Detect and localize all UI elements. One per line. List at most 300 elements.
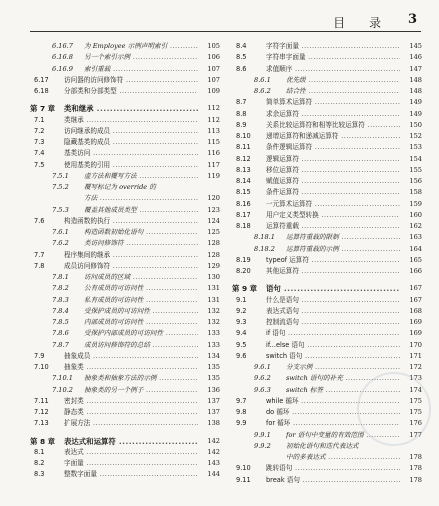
entry-page-number: 173 (407, 373, 422, 384)
entry-page-number: 120 (205, 193, 220, 204)
toc-entry[interactable] (30, 385, 220, 396)
entry-page-number: 146 (407, 52, 422, 63)
toc-entry[interactable] (30, 261, 220, 272)
toc-entry[interactable] (30, 283, 220, 294)
entry-title: 运算符重载 ..... (266, 221, 400, 232)
entry-title: 另一个索引示例 ..... (84, 52, 198, 63)
entry-number: 9.2 (236, 306, 247, 315)
entry-page-number: 142 (205, 447, 220, 458)
entry-page-number: 125 (205, 227, 220, 238)
entry-number: 7.8.7 (52, 340, 69, 349)
entry-page-number: 116 (205, 148, 220, 159)
entry-title: 条件逻辑运算符 ..... (266, 142, 400, 153)
entry-page-number: 159 (407, 199, 422, 210)
toc-entry[interactable] (232, 97, 422, 108)
entry-page-number: 128 (205, 250, 220, 261)
entry-number: 9.6 (236, 351, 247, 360)
entry-number: 7.9 (34, 351, 45, 360)
entry-number: 8.12 (236, 154, 251, 163)
entry-page-number: 143 (205, 458, 220, 469)
entry-number: 6.16.7 (52, 42, 73, 50)
entry-title: 虚方法和覆写方法 ..... (84, 171, 198, 182)
entry-page-number: 163 (407, 232, 422, 243)
toc-entry[interactable] (232, 154, 422, 165)
entry-number: 8.4 (236, 42, 247, 50)
entry-page-number: 145 (407, 41, 422, 52)
entry-number: 8.17 (236, 210, 251, 219)
toc-entry[interactable] (232, 187, 422, 198)
toc-entry[interactable] (30, 458, 220, 469)
entry-page-number: 156 (407, 176, 422, 187)
entry-page-number: 167 (407, 283, 422, 294)
entry-page-number: 172 (407, 362, 422, 373)
toc-entry[interactable] (30, 418, 220, 429)
entry-page-number: 129 (205, 261, 220, 272)
entry-page-number: 176 (407, 418, 422, 429)
entry-page-number: 130 (205, 272, 220, 283)
entry-title: 条件运算符 ..... (266, 187, 400, 198)
toc-entry[interactable] (232, 86, 422, 97)
entry-number: 7.3 (34, 138, 45, 146)
entry-number: 9.9.1 (254, 430, 271, 439)
entry-number: 7.12 (34, 408, 49, 416)
entry-title: 使用基类的引用 ..... (64, 160, 198, 171)
entry-page-number: 164 (407, 244, 422, 255)
page-number: 3 (407, 12, 417, 27)
entry-title: 表达式语句 ..... (266, 306, 400, 317)
toc-entry[interactable] (30, 396, 220, 407)
entry-number: 8.3 (34, 470, 45, 479)
entry-page-number: 128 (205, 238, 220, 249)
toc-entry[interactable] (30, 75, 220, 86)
entry-title: 扩展方法 ..... (64, 418, 198, 429)
entry-page-number: 160 (407, 210, 422, 221)
entry-page-number: 165 (407, 255, 422, 266)
entry-number: 7.8.4 (52, 306, 69, 315)
entry-page-number: 107 (205, 75, 220, 86)
entry-title: 访问成员的区域 ..... (84, 272, 198, 283)
entry-number: 8.6 (236, 64, 247, 73)
entry-number: 8.5 (236, 53, 247, 62)
entry-title: 简单算术运算符 ..... (266, 97, 400, 108)
entry-number: 8.11 (236, 143, 251, 152)
entry-page-number: 148 (407, 75, 422, 86)
entry-title: 构造函数的执行 ..... (64, 216, 198, 227)
toc-entry[interactable] (232, 142, 422, 153)
entry-title: 优先级 ..... (286, 75, 400, 86)
toc-entry[interactable] (232, 295, 422, 306)
entry-number: 6.16.9 (52, 64, 73, 73)
entry-title: 内部成员的可访问性 ..... (84, 317, 198, 328)
toc-entry[interactable] (232, 317, 422, 328)
entry-number: 9.6.3 (254, 385, 271, 394)
entry-title: 递增运算符和递减运算符 ..... (266, 131, 400, 142)
toc-entry[interactable] (30, 227, 220, 238)
entry-title: typeof 运算符 ..... (266, 255, 400, 266)
entry-number: 8.20 (236, 267, 251, 275)
entry-number: 第 7 章 (30, 104, 56, 114)
entry-page-number: 132 (205, 306, 220, 317)
toc-entry[interactable] (232, 221, 422, 232)
entry-title: 字面量 ..... (64, 458, 198, 469)
toc-entry[interactable] (232, 475, 422, 486)
toc-entry[interactable] (30, 182, 220, 193)
entry-title: if 语句 ..... (266, 328, 400, 339)
entry-page-number: 166 (407, 266, 422, 277)
entry-title: 抽象类 ..... (64, 362, 198, 373)
entry-page-number: 124 (205, 216, 220, 227)
toc-entry[interactable] (30, 340, 220, 351)
toc-entry[interactable] (232, 452, 422, 463)
entry-number: 7.8.3 (52, 295, 69, 304)
entry-title: if...else 语句 ..... (266, 340, 400, 351)
entry-title: 表达式 ..... (64, 447, 198, 458)
entry-title: 关系比较运算符和相等比较运算符 ..... (266, 120, 400, 131)
entry-number: 7.11 (34, 396, 49, 405)
entry-page-number: 132 (205, 317, 220, 328)
entry-page-number: 154 (407, 154, 422, 165)
entry-page-number: 144 (205, 469, 220, 480)
toc-entry[interactable] (30, 373, 220, 384)
entry-title: 逻辑运算符 ..... (266, 154, 400, 165)
entry-title: 抽象类和抽象方法的示例 ..... (84, 373, 198, 384)
entry-number: 9.10 (236, 464, 251, 473)
entry-number: 8.18.2 (254, 244, 275, 253)
entry-number: 7.6 (34, 216, 45, 225)
entry-page-number: 178 (407, 475, 422, 486)
entry-page-number: 171 (407, 351, 422, 362)
entry-title: 受保护内部成员的可访问性 ..... (84, 328, 198, 339)
toc-entry[interactable] (30, 306, 220, 317)
entry-page-number: 167 (407, 295, 422, 306)
entry-page-number: 135 (205, 362, 220, 373)
entry-title: 成员访问修饰符 ..... (64, 261, 198, 272)
entry-title: 类访问修饰符 ..... (84, 238, 198, 249)
entry-title: 什么是语句 ..... (266, 295, 400, 306)
entry-title: 隐藏基类的成员 ..... (64, 137, 198, 148)
entry-page-number: 113 (205, 126, 220, 137)
entry-page-number: 117 (205, 160, 220, 171)
watermark-seal (357, 372, 431, 446)
entry-page-number: 175 (407, 407, 422, 418)
toc-entry[interactable] (30, 64, 220, 75)
entry-page-number: 112 (205, 115, 220, 126)
entry-page-number: 158 (407, 187, 422, 198)
entry-number: 7.8 (34, 261, 45, 270)
entry-number: 第 8 章 (30, 436, 56, 446)
entry-page-number: 135 (205, 373, 220, 384)
entry-page-number: 131 (205, 283, 220, 294)
toc-entry[interactable] (30, 160, 220, 171)
entry-title: 访问继承的成员 ..... (64, 126, 198, 137)
entry-number: 9.1 (236, 295, 247, 304)
entry-page-number: 134 (205, 351, 220, 362)
toc-entry[interactable] (30, 52, 220, 63)
entry-number: 9.6.2 (254, 374, 271, 383)
entry-page-number: 177 (407, 430, 422, 441)
entry-title: 覆盖其他成员类型 ..... (84, 205, 198, 216)
entry-number: 9.9 (236, 419, 247, 428)
toc-entry[interactable] (232, 340, 422, 351)
entry-page-number: 174 (407, 385, 422, 396)
entry-title: 求余运算符 ..... (266, 109, 400, 120)
entry-number: 6.18 (34, 87, 49, 95)
entry-page-number: 137 (205, 396, 220, 407)
entry-title: 用户定义类型转换 ..... (266, 210, 400, 221)
entry-title: 抽象成员 ..... (64, 351, 198, 362)
entry-title: 运算符重载的示例 ..... (286, 244, 400, 255)
toc-entry[interactable] (232, 351, 422, 362)
toc-entry[interactable] (30, 328, 220, 339)
entry-page-number: 162 (407, 221, 422, 232)
entry-number: 8.16 (236, 199, 251, 208)
entry-title: 类和继承 ..... (64, 103, 198, 114)
entry-number: 9.6.1 (254, 363, 271, 371)
entry-number: 7.10.1 (52, 374, 73, 383)
toc-entry[interactable] (30, 193, 220, 204)
entry-page-number: 136 (205, 385, 220, 396)
entry-number: 8.14 (236, 177, 251, 185)
entry-title: 分支示例 ..... (286, 362, 400, 373)
entry-number: 7.6.1 (52, 228, 69, 236)
entry-number: 9.8 (236, 408, 247, 416)
entry-title: 静态类 ..... (64, 407, 198, 418)
entry-title: switch 语句的补充 ..... (286, 373, 400, 384)
entry-title: 初始化语句和迭代表达式 (286, 441, 359, 450)
entry-number: 第 9 章 (232, 284, 258, 294)
toc-entry[interactable] (232, 328, 422, 339)
entry-page-number: 119 (205, 171, 220, 182)
entry-number: 9.11 (236, 475, 251, 484)
entry-number: 7.8.6 (52, 329, 69, 338)
entry-title: 移位运算符 ..... (266, 165, 400, 176)
entry-number: 9.4 (236, 329, 247, 338)
toc-entry[interactable] (232, 41, 422, 52)
entry-page-number: 178 (407, 452, 422, 463)
toc-chapter-entry[interactable] (30, 103, 220, 114)
entry-number: 7.4 (34, 149, 45, 158)
entry-number: 8.1 (34, 447, 45, 456)
toc-entry[interactable] (232, 255, 422, 266)
entry-title: 运算符重载的限制 ..... (286, 232, 400, 243)
entry-title: 表达式和运算符 ..... (64, 436, 198, 447)
entry-page-number: 155 (407, 165, 422, 176)
entry-page-number: 109 (205, 86, 220, 97)
toc-entry[interactable] (30, 272, 220, 283)
entry-title: 访问器的访问修饰符 ..... (64, 75, 198, 86)
entry-title: for 循环 ..... (266, 418, 400, 429)
entry-page-number: 147 (407, 64, 422, 75)
entry-title: 中的多表达式 ..... (286, 452, 400, 463)
entry-title: 结合性 ..... (286, 86, 400, 97)
toc-entry[interactable] (30, 115, 220, 126)
entry-page-number: 137 (205, 407, 220, 418)
toc-chapter-entry[interactable] (30, 436, 220, 447)
entry-page-number: 131 (205, 295, 220, 306)
toc-entry[interactable] (30, 238, 220, 249)
entry-title: 成员访问修饰符的总结 ..... (84, 340, 198, 351)
toc-column-left (30, 41, 220, 481)
entry-page-number: 138 (205, 418, 220, 429)
entry-page-number: 133 (205, 340, 220, 351)
toc-entry[interactable] (30, 362, 220, 373)
toc-entry[interactable] (232, 165, 422, 176)
entry-number: 8.2 (34, 459, 45, 467)
entry-number: 9.3 (236, 318, 247, 326)
entry-title: 受保护成员的可访问性 ..... (84, 306, 198, 317)
entry-page-number: 142 (205, 436, 220, 447)
entry-title: 密封类 ..... (64, 396, 198, 407)
entry-title: 为 Employee 示例声明索引 ..... (84, 41, 198, 52)
entry-title: do 循环 ..... (266, 407, 400, 418)
header-rule (30, 31, 421, 32)
entry-number: 8.7 (236, 98, 247, 107)
entry-page-number: 149 (407, 109, 422, 120)
entry-title: 控制流语句 ..... (266, 317, 400, 328)
entry-number: 8.10 (236, 132, 251, 140)
entry-title: 覆写标记为 override 的 (84, 183, 156, 191)
entry-title: 类继承 ..... (64, 115, 198, 126)
entry-title: 私有成员的可访问性 ..... (84, 295, 198, 306)
toc-entry[interactable] (232, 120, 422, 131)
toc-entry[interactable] (232, 64, 422, 75)
toc-entry[interactable] (30, 250, 220, 261)
entry-page-number: 169 (407, 317, 422, 328)
entry-title: 赋值运算符 ..... (266, 176, 400, 187)
entry-page-number: 107 (205, 64, 220, 75)
entry-number: 7.5.1 (52, 171, 69, 180)
entry-number: 8.6.1 (254, 75, 271, 84)
toc-entry[interactable] (30, 86, 220, 97)
toc-entry[interactable] (30, 137, 220, 148)
entry-number: 7.2 (34, 126, 45, 135)
entry-title: 基类访问 ..... (64, 148, 198, 159)
entry-number: 8.6.2 (254, 87, 271, 95)
toc-entry[interactable] (232, 199, 422, 210)
toc-chapter-entry[interactable] (232, 283, 422, 294)
entry-title: 一元算术运算符 ..... (266, 199, 400, 210)
entry-page-number: 105 (205, 41, 220, 52)
entry-number: 7.1 (34, 115, 45, 124)
toc-entry[interactable] (232, 306, 422, 317)
entry-page-number: 149 (407, 97, 422, 108)
entry-number: 8.8 (236, 109, 247, 118)
entry-title: for 语句中变量的有效范围 ..... (286, 430, 400, 441)
entry-page-number: 115 (205, 137, 220, 148)
running-title: 目 录 (333, 16, 391, 30)
toc-entry[interactable] (30, 407, 220, 418)
toc-entry[interactable] (30, 205, 220, 216)
entry-page-number: 106 (205, 52, 220, 63)
entry-page-number: 152 (407, 131, 422, 142)
entry-page-number: 150 (407, 120, 422, 131)
toc-entry[interactable] (232, 463, 422, 474)
entry-title: 字符字面量 ..... (266, 41, 400, 52)
toc-entry[interactable] (30, 469, 220, 480)
entry-page-number: 175 (407, 396, 422, 407)
entry-page-number: 168 (407, 306, 422, 317)
entry-title: while 循环 ..... (266, 396, 400, 407)
entry-number: 7.10.2 (52, 385, 73, 394)
entry-number: 8.15 (236, 188, 251, 197)
toc-entry[interactable] (30, 295, 220, 306)
entry-page-number: 170 (407, 340, 422, 351)
entry-title: 分部类和分部类型 ..... (64, 86, 198, 97)
entry-page-number: 148 (407, 86, 422, 97)
entry-title: 索引重载 ..... (84, 64, 198, 75)
toc-entry[interactable] (232, 266, 422, 277)
toc-entry[interactable] (30, 148, 220, 159)
entry-number: 7.8.2 (52, 284, 69, 293)
entry-page-number: 153 (407, 142, 422, 153)
entry-number: 9.7 (236, 396, 247, 405)
toc-entry[interactable] (30, 216, 220, 227)
toc-entry[interactable] (30, 171, 220, 182)
toc-entry[interactable] (30, 126, 220, 137)
entry-number: 7.13 (34, 419, 49, 428)
entry-title: 跳转语句 ..... (266, 463, 400, 474)
entry-page-number: 112 (205, 103, 220, 114)
entry-title: 构造函数初始化语句 ..... (84, 227, 198, 238)
toc-entry[interactable] (232, 131, 422, 142)
entry-number: 7.5.2 (52, 183, 69, 191)
entry-number: 7.10 (34, 363, 49, 371)
entry-number: 8.9 (236, 120, 247, 129)
entry-number: 6.16.8 (52, 53, 73, 62)
entry-page-number: 133 (205, 328, 220, 339)
entry-title: 字符串字面量 ..... (266, 52, 400, 63)
toc-entry[interactable] (232, 210, 422, 221)
entry-title: 抽象类的另一个例子 ..... (84, 385, 198, 396)
entry-title: 语句 ..... (266, 283, 400, 294)
entry-number: 8.18 (236, 222, 251, 230)
page-header (0, 0, 439, 38)
entry-number: 7.8.1 (52, 273, 69, 281)
entry-number: 8.19 (236, 255, 251, 264)
entry-title: 其他运算符 ..... (266, 266, 400, 277)
toc-entry[interactable] (30, 447, 220, 458)
toc-entry[interactable] (30, 351, 220, 362)
entry-number: 7.6.2 (52, 239, 69, 248)
toc-entry[interactable] (232, 232, 422, 243)
toc-entry[interactable] (232, 176, 422, 187)
entry-title: switch 标签 ..... (286, 385, 400, 396)
entry-number: 7.8.5 (52, 318, 69, 326)
entry-page-number: 123 (205, 205, 220, 216)
entry-page-number: 178 (407, 463, 422, 474)
toc-entry[interactable] (30, 41, 220, 52)
entry-title: 程序集间的继承 ..... (64, 250, 198, 261)
entry-number: 8.13 (236, 165, 251, 174)
entry-number: 7.5.3 (52, 205, 69, 214)
entry-number: 8.18.1 (254, 233, 275, 242)
entry-number: 6.17 (34, 75, 49, 84)
entry-title: 方法 ..... (84, 193, 198, 204)
entry-title: 整数字面量 ..... (64, 469, 198, 480)
entry-number: 9.5 (236, 340, 247, 349)
toc-entry[interactable] (30, 317, 220, 328)
toc-entry[interactable] (232, 244, 422, 255)
entry-title: break 语句 ..... (266, 475, 400, 486)
toc-entry[interactable] (232, 52, 422, 63)
entry-title: 求值顺序 ..... (266, 64, 400, 75)
entry-number: 7.7 (34, 250, 45, 259)
entry-page-number: 169 (407, 328, 422, 339)
entry-number: 7.5 (34, 160, 45, 169)
toc-entry[interactable] (232, 109, 422, 120)
toc-entry[interactable] (232, 75, 422, 86)
entry-title: switch 语句 ..... (266, 351, 400, 362)
